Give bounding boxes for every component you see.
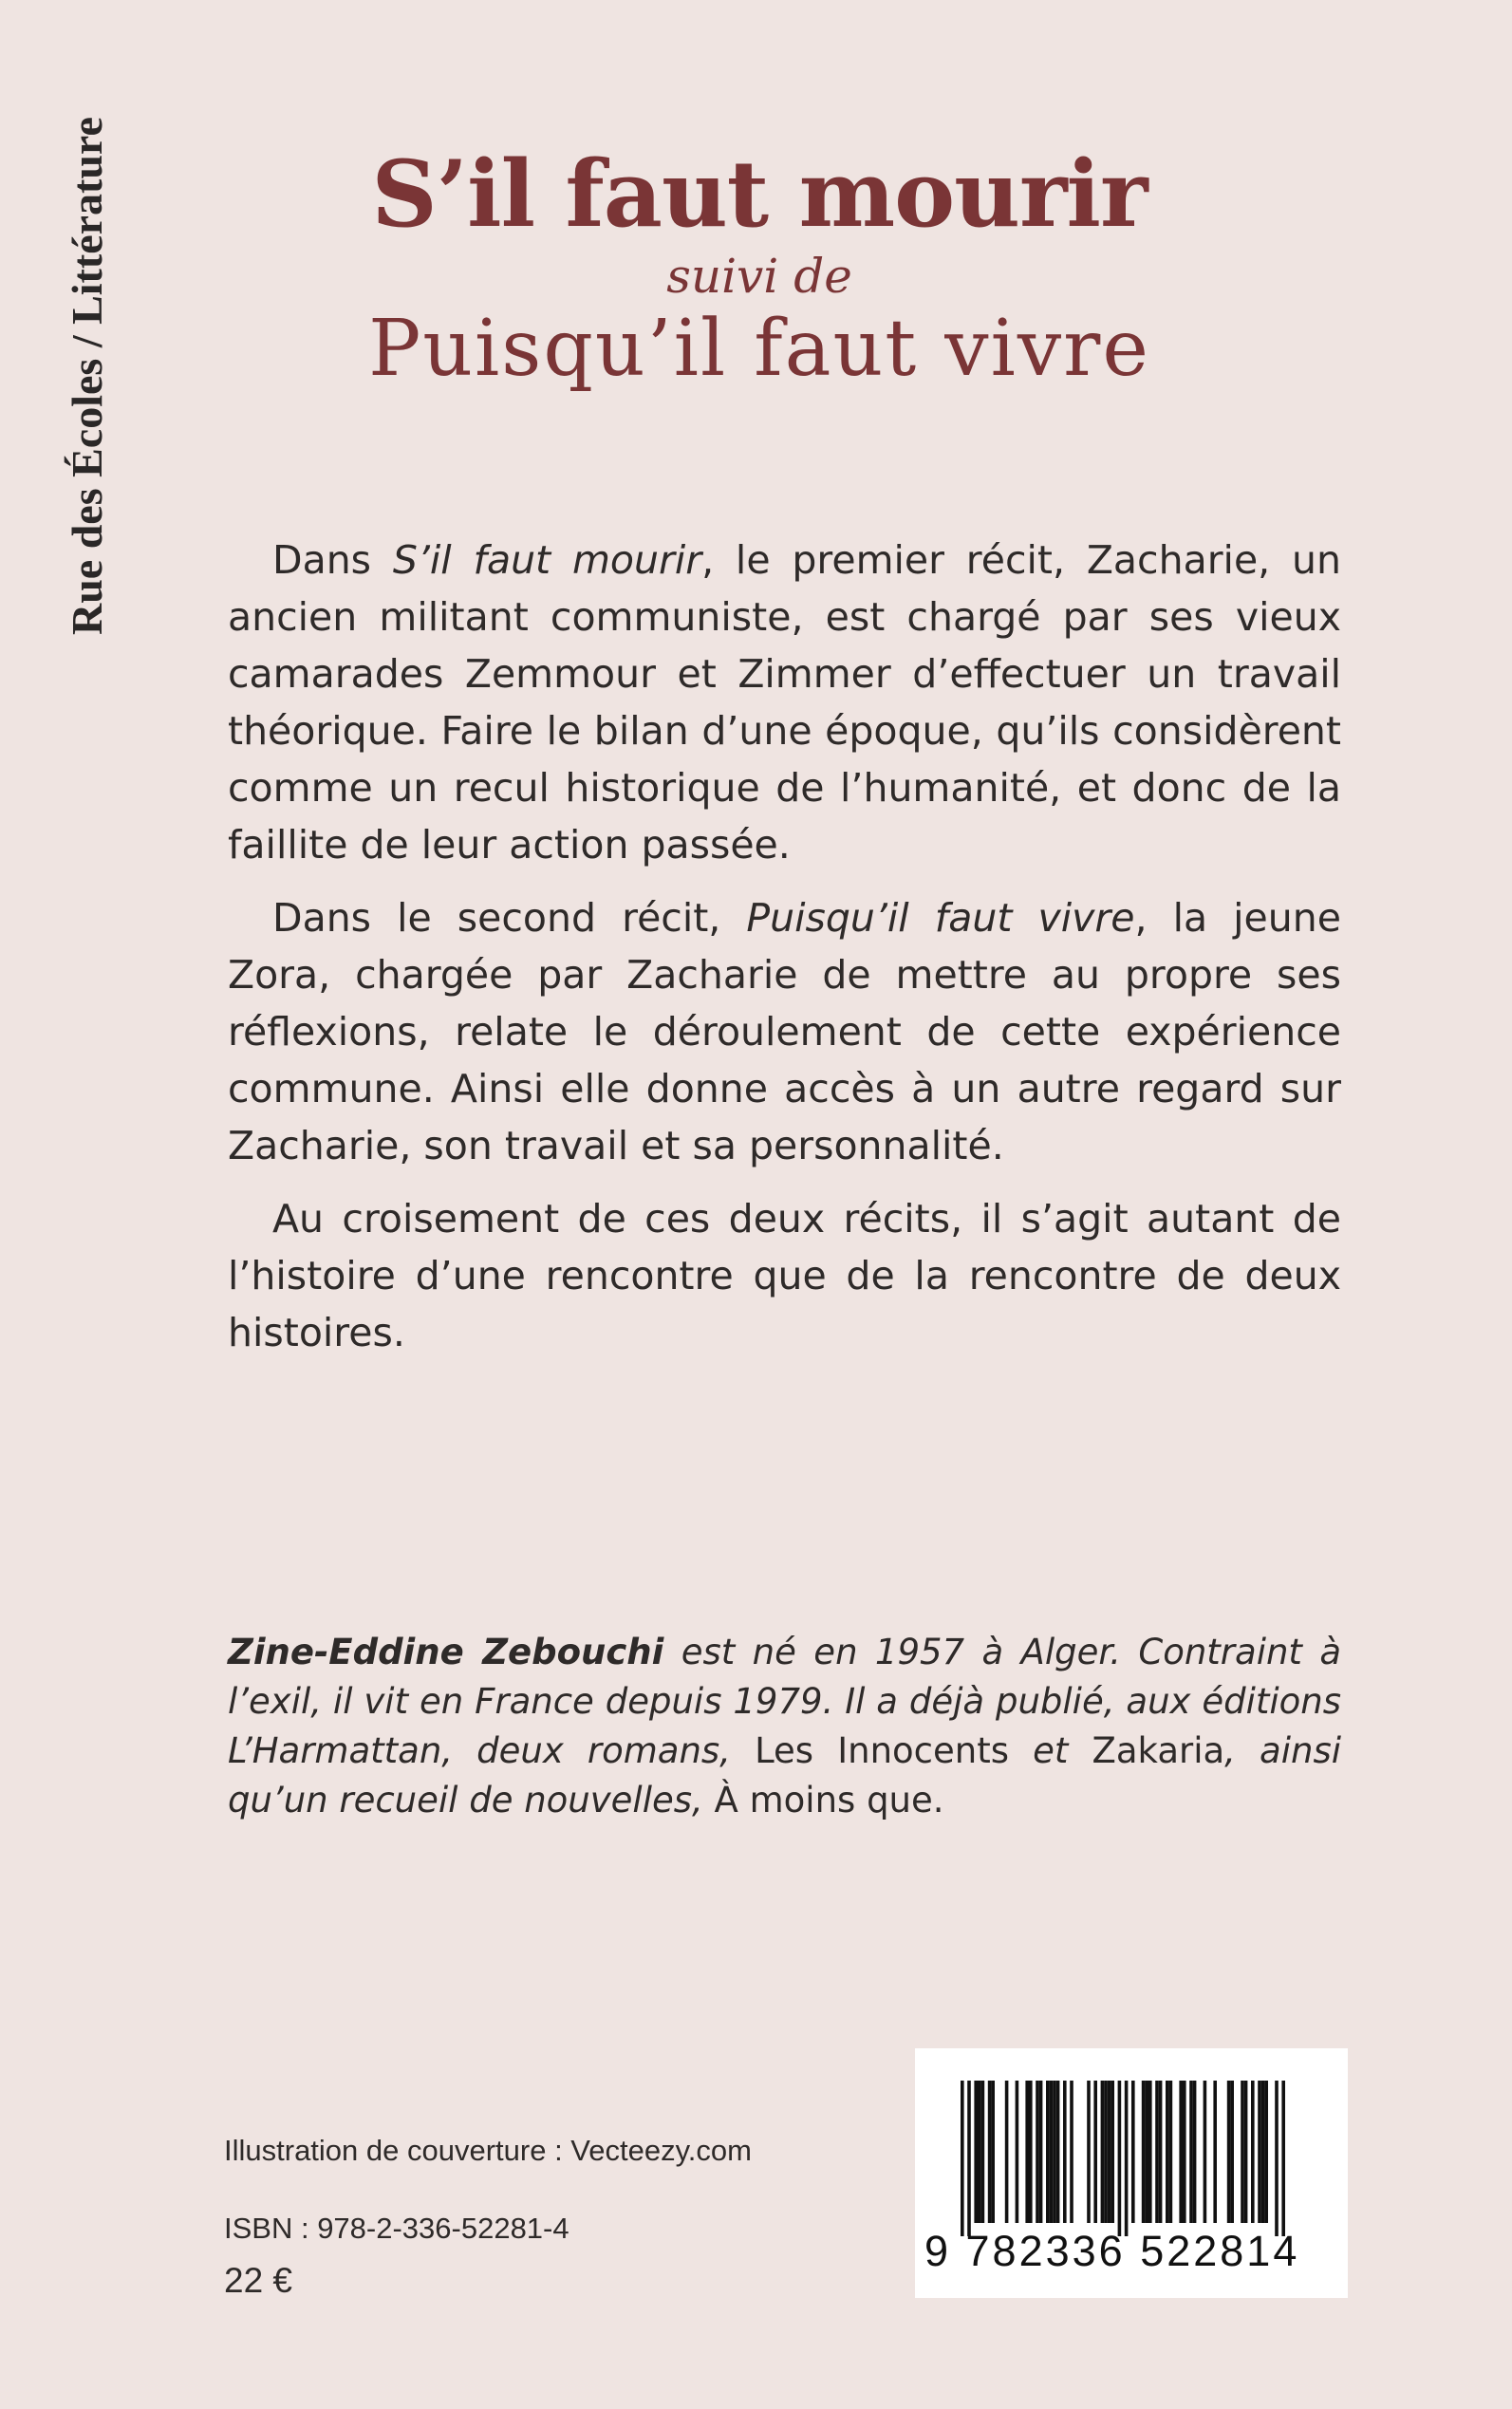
barcode-bar: [1155, 2081, 1159, 2223]
summary-paragraph-1: [228, 532, 1341, 873]
summary-p1-rest: , le premier récit, Zacharie, un ancien militant communiste, est chargé par ses vieux camarades Zemmour et Zimmer d’effectuer un travail théorique. Faire le bilan d’une époque, qu’ils considèrent comme un recul historique de l’humanité, et donc de la faillite de leur action passée.: [228, 537, 1341, 868]
barcode-bar: [1029, 2081, 1033, 2223]
barcode-bar: [1241, 2081, 1244, 2223]
barcode-bar: [988, 2081, 992, 2223]
barcode-bar: [991, 2081, 995, 2223]
barcode-bar: [1169, 2081, 1173, 2223]
barcode-bar: [1036, 2081, 1039, 2223]
barcode-bar: [1131, 2081, 1135, 2223]
barcode-bar: [1166, 2081, 1169, 2223]
barcode-bar: [1056, 2081, 1060, 2223]
author-text-2: et: [1009, 1730, 1092, 1771]
barcode-bar: [1213, 2081, 1217, 2223]
author-text-3: , ainsi qu’un recueil de nouvelles,: [228, 1730, 1342, 1821]
barcode-bar: [1159, 2081, 1163, 2223]
isbn: ISBN : 978-2-336-52281-4: [224, 2212, 569, 2245]
barcode-bar: [1093, 2081, 1097, 2223]
barcode-bar: [974, 2081, 978, 2223]
summary-p2-lead: Dans le second récit,: [272, 895, 747, 941]
barcode-bar: [1016, 2081, 1019, 2223]
barcode-bar: [1111, 2081, 1114, 2223]
summary-paragraph-3: Au croisement de ces deux récits, il s’agit autant de l’histoire d’une rencontre que de la rencontre de deux histoires.: [228, 1196, 1341, 1355]
barcode-bar: [1101, 2081, 1105, 2223]
barcode-bar: [967, 2081, 971, 2236]
barcode-bar: [1251, 2081, 1255, 2223]
summary-p2-italic: Puisqu’il faut vivre: [746, 895, 1135, 941]
barcode-bar: [1046, 2081, 1050, 2223]
barcode-bar: [1244, 2081, 1248, 2223]
second-title: Puisqu’il faut vivre: [368, 304, 1150, 394]
illustration-credit: Illustration de couverture : Vecteezy.com: [224, 2134, 752, 2167]
barcode-digits: 9 782336 522814: [924, 2227, 1300, 2275]
barcode-bar: [1193, 2081, 1197, 2223]
summary-block: [228, 532, 1341, 1377]
barcode-bar: [1087, 2081, 1091, 2223]
summary-paragraph-2: [228, 889, 1341, 1174]
barcode-bar: [1148, 2081, 1152, 2223]
price: 22 €: [224, 2261, 293, 2300]
barcode-bar: [1204, 2081, 1207, 2223]
author-text-4: .: [932, 1780, 944, 1821]
barcode-bar: [1275, 2081, 1279, 2236]
barcode-bar: [1005, 2081, 1009, 2223]
barcode-bar: [1070, 2081, 1073, 2223]
barcode-bar: [1053, 2081, 1056, 2223]
barcode-bar: [1104, 2081, 1108, 2223]
barcode-bar: [1281, 2081, 1285, 2236]
book-title: S’il faut mourir: [371, 140, 1148, 248]
barcode-bar: [981, 2081, 985, 2223]
barcode-bar: [1050, 2081, 1054, 2223]
barcode-bar: [1108, 2081, 1111, 2223]
spine-collection: [61, 104, 114, 688]
author-bio: [228, 1628, 1341, 1825]
summary-p1-lead: Dans: [272, 537, 393, 583]
barcode-bar: [1145, 2081, 1148, 2223]
summary-p2-rest: , la jeune Zora, chargée par Zacharie de mettre au propre ses réflexions, relate le déroulement de cette expérience commune. Ainsi elle donne accès à un autre regard sur Zacharie, son travail et sa personnalité.: [228, 895, 1341, 1168]
barcode-bar: [1189, 2081, 1193, 2223]
author-book-2: Zakaria: [1092, 1730, 1225, 1771]
barcode-bar: [978, 2081, 981, 2223]
author-book-1: Les Innocents: [755, 1730, 1009, 1771]
title-connector: suivi de: [666, 249, 852, 304]
barcode-bar: [1258, 2081, 1261, 2223]
barcode-bar: [1142, 2081, 1146, 2223]
author-name: Zine-Eddine Zebouchi: [228, 1632, 664, 1672]
barcode-bar: [1183, 2081, 1186, 2223]
summary-p1-italic: S’il faut mourir: [392, 537, 702, 583]
barcode: [915, 2048, 1348, 2298]
barcode-bar: [1261, 2081, 1265, 2223]
barcode-bar: [1125, 2081, 1129, 2236]
barcode-bar: [1179, 2081, 1183, 2223]
barcode-bar: [1063, 2081, 1067, 2223]
barcode-bar: [1039, 2081, 1043, 2223]
barcode-bar: [961, 2081, 964, 2236]
barcode-bar: [1025, 2081, 1029, 2223]
barcode-bar: [1118, 2081, 1122, 2236]
author-text-1: est né en 1957 à Alger. Contraint à l’exil, il vit en France depuis 1979. Il a déjà publié, aux éditions L’Harmattan, deux romans,: [228, 1632, 1342, 1771]
barcode-bar: [1230, 2081, 1234, 2223]
barcode-bar: [1264, 2081, 1268, 2223]
collection-label: Rue des Écoles / Littérature: [63, 117, 111, 635]
barcode-bar: [1227, 2081, 1231, 2223]
author-book-3: À moins que: [714, 1780, 933, 1821]
